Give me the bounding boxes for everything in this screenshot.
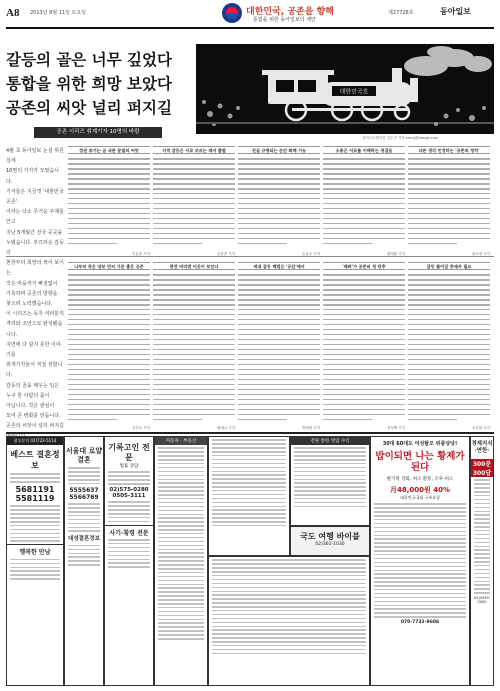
health-phone: 070-7732-9606 bbox=[400, 620, 440, 626]
headline-line-3: 공존의 씨앗 널리 퍼지길 bbox=[6, 98, 172, 117]
intro-line: 기록하며 공존의 방향을 bbox=[6, 290, 58, 297]
article-heading: 진실 규명되는 순간 화해 가능 bbox=[238, 146, 320, 154]
article-byline: 최예나 기자 bbox=[216, 426, 235, 430]
wedding-footer: 행복한 만남 bbox=[7, 544, 63, 556]
record-phone-2: 0505-3111 bbox=[112, 492, 146, 499]
article-heading: 나부터 작은 양보 먼저 기분 좋은 공존 bbox=[68, 262, 150, 270]
intro-line: 10명의 기자가 모였습니다. bbox=[6, 168, 60, 185]
ad-legal[interactable] bbox=[104, 436, 154, 686]
article-heading: '배려'가 공존의 첫 단추 bbox=[323, 262, 405, 270]
article-body bbox=[153, 158, 235, 250]
intro-line: 지면에 다 담지 못한 이야기를 bbox=[6, 341, 61, 359]
article-body bbox=[408, 158, 490, 250]
headline-line-1: 갈등의 골은 너무 깊었다 bbox=[6, 50, 172, 69]
article-byline: 이유종 기자 bbox=[131, 252, 150, 256]
ad-seoul-wedding[interactable] bbox=[64, 436, 104, 686]
special-header: 전원 통한 영업 수익 bbox=[291, 437, 369, 445]
record-phone-1: 02)575-0280 bbox=[109, 486, 149, 493]
article-byline: 김윤종 기자 bbox=[216, 252, 235, 256]
main-headline bbox=[6, 48, 206, 120]
ad-wedding[interactable] bbox=[6, 436, 64, 686]
ad-special[interactable] bbox=[290, 436, 370, 526]
record-title: 기록고인 전문 bbox=[108, 443, 150, 462]
article-heading: 세대 갈등 해법은 '공감'에서 bbox=[238, 262, 320, 270]
wedding-phone-1: 5681191 bbox=[15, 485, 55, 495]
series-title: 대한민국, 공존을 향해 bbox=[246, 7, 334, 17]
article-body bbox=[408, 274, 490, 424]
article-body bbox=[323, 158, 405, 250]
ad-side[interactable] bbox=[470, 436, 494, 686]
article-byline: 황태훈 기자 bbox=[386, 252, 405, 256]
ad-listings[interactable] bbox=[208, 436, 290, 556]
intro-line: 갈등의 골을 메우는 일은 bbox=[6, 382, 60, 389]
classified-header: 광고문의 02)722-5114 bbox=[7, 437, 63, 445]
article-byline: 신진우 기자 bbox=[131, 426, 150, 430]
intro-line: 이 시리즈는 독자 여러분의 bbox=[6, 311, 64, 318]
article-body bbox=[68, 274, 150, 424]
article-byline: 조건희 기자 bbox=[471, 426, 490, 430]
health-badge: 대한민국 3대 구조요청 bbox=[400, 495, 440, 500]
newspaper-name: 동아일보 bbox=[440, 7, 471, 16]
article-heading: 지역 갈등은 서로 모르는 데서 출발 bbox=[153, 146, 235, 154]
intro-line: 누볐습니다. 부끄러운 갈등의 bbox=[6, 239, 64, 257]
intro-line: 현장부터 희망의 싹이 보이는 bbox=[6, 260, 64, 277]
masthead bbox=[0, 0, 500, 46]
page-number: A8 bbox=[6, 7, 20, 19]
intro-column bbox=[6, 146, 64, 442]
headline-subhead: 공존 시리즈 취재기자 10명의 바람 bbox=[34, 127, 162, 138]
health-headline: 밥이되면 나는 황제가된다 bbox=[375, 451, 465, 473]
article-heading: 정권 위기는 곧 국론 분열의 씨앗 bbox=[68, 146, 150, 154]
intro-line: 아닙니다. 작은 관심이 bbox=[6, 403, 55, 410]
article-heading: 다른 생각 인정하는 '공존의 정치' bbox=[408, 146, 490, 154]
misc-column-head: 자동차 · 부동산 bbox=[155, 437, 207, 445]
side-price-2: 300답 bbox=[472, 470, 492, 477]
article-body bbox=[238, 274, 320, 424]
intro-line: 작은 마을까지 빠짐없이 bbox=[6, 280, 58, 287]
series-subtitle: 통합을 위한 동아일보의 제안 bbox=[253, 17, 316, 23]
wedding-phone-2: 5581119 bbox=[15, 494, 55, 504]
wedding-title: 베스트 결혼정보 bbox=[10, 450, 60, 470]
intro-line: 모여 큰 변화를 만듭니다. bbox=[6, 413, 61, 420]
train-sign: 대한민국호 bbox=[339, 88, 369, 96]
article-byline: 박재명 기자 bbox=[301, 426, 320, 430]
article-heading: 갈등 풀어갈 중재자 필요 bbox=[408, 262, 490, 270]
side-phone: 02)2039-0000 bbox=[474, 596, 490, 605]
ad-travel[interactable] bbox=[290, 526, 370, 556]
intro-line: 누구 한 사람의 몫이 bbox=[6, 392, 50, 399]
intro-line: 찾으려 노력했습니다. bbox=[6, 301, 53, 308]
article-body bbox=[153, 274, 235, 424]
intro-line: 이라는 다소 무거운 주제를 안고 bbox=[6, 209, 64, 226]
taegeuk-emblem-icon bbox=[222, 3, 242, 23]
publication-date: 2013년 8월 11일 토요일 bbox=[30, 10, 87, 16]
article-byline: 손효주 기자 bbox=[301, 252, 320, 256]
intro-line: 취재기자들이 직접 전합니다. bbox=[6, 362, 63, 379]
ad-misc-classifieds[interactable] bbox=[154, 436, 208, 686]
issue-number: 제27728호 bbox=[388, 10, 414, 16]
health-sub: 발기력 강화, 허소·환통, 조루·희소 bbox=[386, 477, 454, 482]
seoul-title: 서울대 로얄결혼 bbox=[65, 447, 103, 464]
side-price-1: 300분 bbox=[472, 461, 492, 468]
health-price: 月48,000원 40% bbox=[390, 486, 450, 494]
article-body bbox=[238, 158, 320, 250]
section-divider bbox=[6, 256, 494, 257]
ad-section-divider bbox=[6, 432, 494, 434]
counsel-title: 사기·횡령 전문 bbox=[105, 525, 153, 537]
travel-title: 국도 여행 바이블 bbox=[300, 532, 360, 541]
intro-line: 4월 초 동아일보 논설 위원실에 bbox=[6, 148, 64, 165]
steam-train-icon bbox=[196, 44, 494, 134]
seoul-phone-1: 5555637 bbox=[69, 486, 99, 494]
intro-line: 공존의 씨앗이 널리 퍼지길 bbox=[6, 423, 64, 430]
record-subtitle: 법률 상담 bbox=[119, 464, 139, 469]
article-byline: 곽도영 기자 bbox=[471, 252, 490, 256]
ad-health[interactable] bbox=[370, 436, 470, 686]
ad-bottom-listings[interactable] bbox=[208, 556, 370, 686]
seoul-phone-2: 5566769 bbox=[69, 493, 99, 501]
intro-line: 기자들은 지금껏 '대한민국 공존' bbox=[6, 188, 64, 206]
train-illustration bbox=[196, 44, 494, 134]
article-heading: 편견 버리면 이웃이 보인다 bbox=[153, 262, 235, 270]
article-body bbox=[323, 274, 405, 424]
health-header: 30대 60대도 여성탈모 위풍당당! bbox=[382, 441, 458, 447]
side-headline: 경제지식·연한· bbox=[471, 441, 493, 454]
article-byline: 정성택 기자 bbox=[386, 426, 405, 430]
article-body bbox=[68, 158, 150, 250]
headline-line-2: 통합을 위한 희망 보았다 bbox=[6, 74, 172, 93]
intro-line: 격려와 조언으로 완성됐습니다. bbox=[6, 321, 63, 338]
seoul-footer: 대성결혼정보 bbox=[68, 536, 100, 543]
masthead-rule bbox=[6, 27, 494, 29]
article-heading: 소통은 서로를 이해하는 첫걸음 bbox=[323, 146, 405, 154]
photo-caption: 일러스트레이션 김수진 기자 kimsj@donga.com bbox=[362, 136, 439, 140]
travel-phone: 02)361-1030 bbox=[315, 542, 345, 547]
intro-line: 지난 5개월간 전국 곳곳을 bbox=[6, 229, 63, 236]
